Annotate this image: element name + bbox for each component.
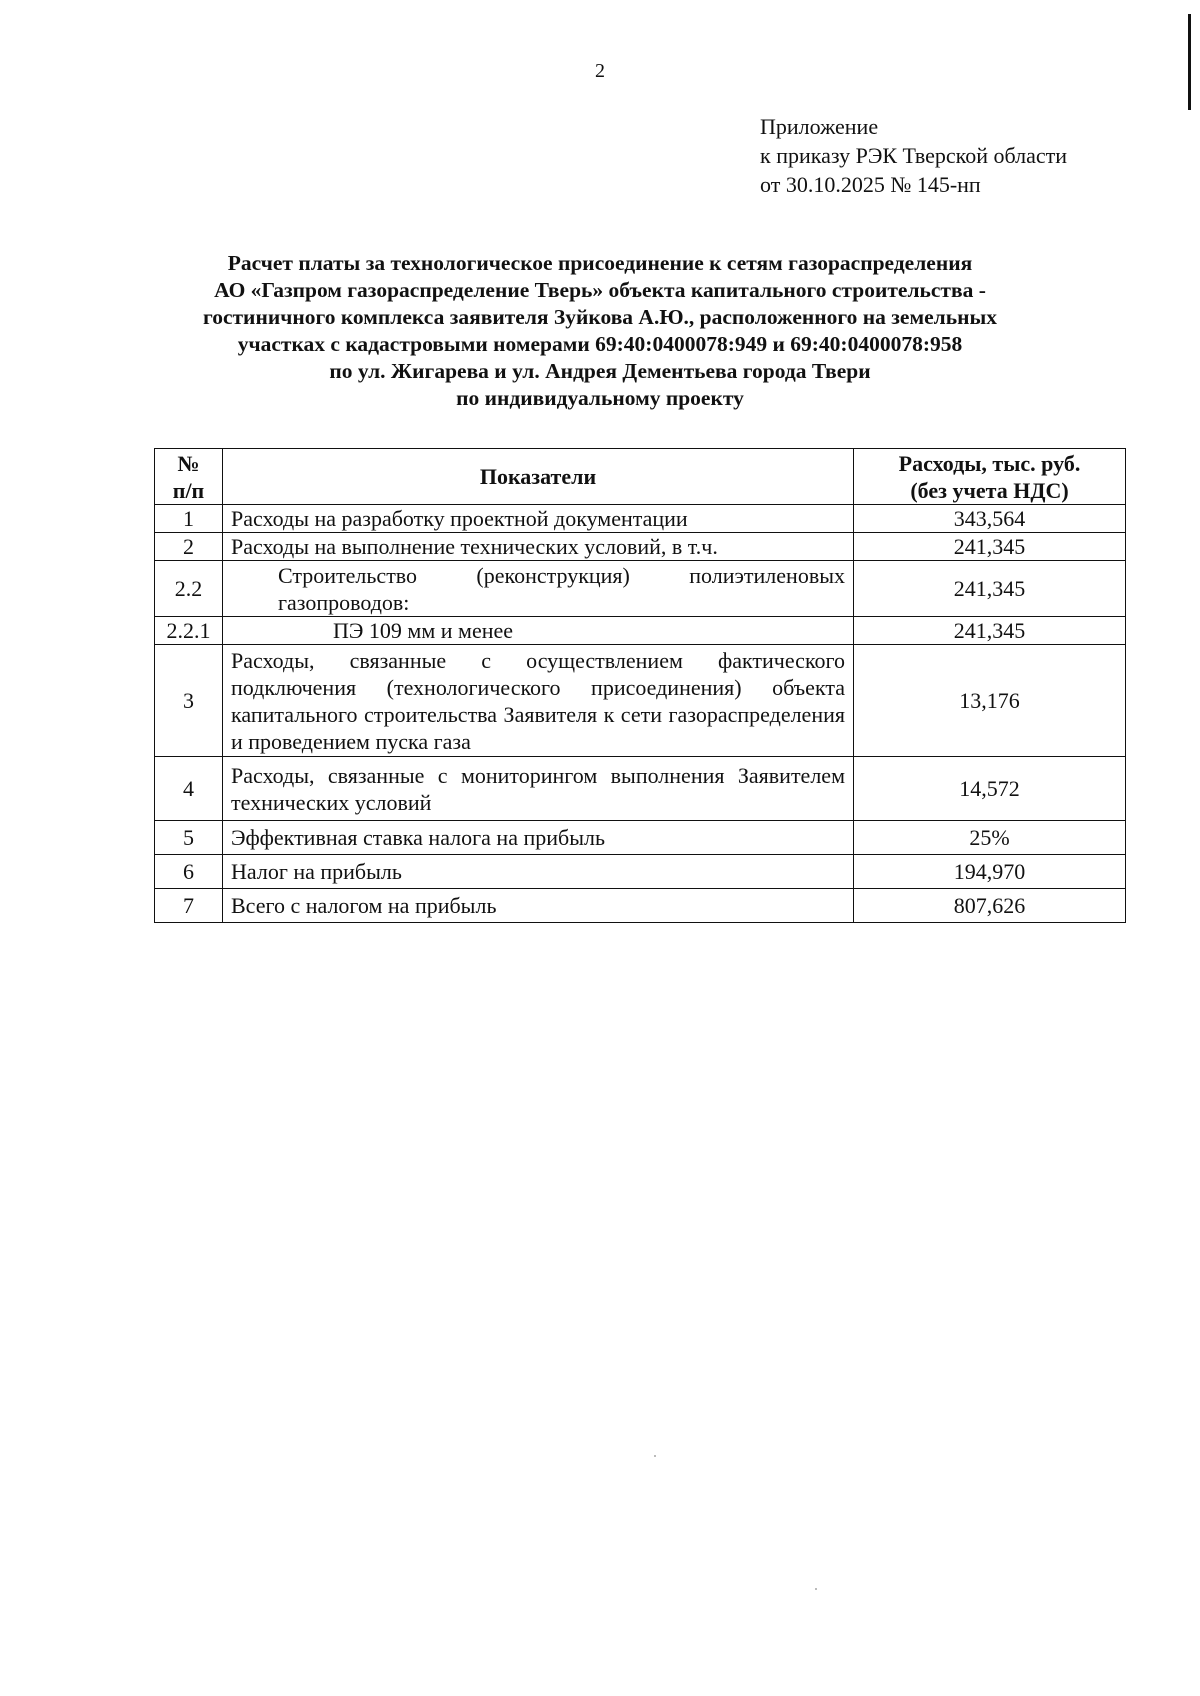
- table-row: [155, 617, 1126, 645]
- row-value: 194,970: [854, 855, 1126, 889]
- header-number: [155, 449, 223, 505]
- scan-speck: [815, 1588, 817, 1590]
- page-number: 2: [595, 60, 605, 82]
- scan-speck: [654, 1455, 656, 1457]
- appendix-line: от 30.10.2025 № 145-нп: [760, 172, 981, 197]
- row-value: 807,626: [854, 889, 1126, 923]
- row-value: 241,345: [854, 561, 1126, 617]
- header-number-line: №: [177, 450, 200, 476]
- header-indicator: Показатели: [223, 449, 854, 505]
- table-row: [155, 855, 1126, 889]
- row-indicator: Расходы на выполнение технических условий, в т.ч.: [223, 533, 854, 561]
- row-indicator: Налог на прибыль: [223, 855, 854, 889]
- row-number: 7: [155, 889, 223, 923]
- row-indicator: Всего с налогом на прибыль: [223, 889, 854, 923]
- row-indicator: Эффективная ставка налога на прибыль: [223, 821, 854, 855]
- appendix-line: Приложение: [760, 114, 879, 139]
- title-line: гостиничного комплекса заявителя Зуйкова А.Ю., расположенного на земельных: [202, 305, 998, 329]
- header-number-line: п/п: [172, 477, 205, 503]
- row-number: 4: [155, 757, 223, 821]
- header-expenses: [854, 449, 1126, 505]
- table-row: [155, 757, 1126, 821]
- calculation-table: [154, 448, 1126, 923]
- header-expenses-line: Расходы, тыс. руб.: [898, 450, 1081, 476]
- table-row: [155, 505, 1126, 533]
- row-indicator: Расходы, связанные с мониторингом выполнения Заявителем технических условий: [223, 757, 854, 821]
- title-line: по индивидуальному проекту: [456, 386, 744, 410]
- row-number: 3: [155, 645, 223, 757]
- title-line: АО «Газпром газораспределение Тверь» объекта капитального строительства -: [214, 278, 986, 302]
- row-number: 5: [155, 821, 223, 855]
- row-number: 6: [155, 855, 223, 889]
- table-row: [155, 533, 1126, 561]
- table-row: [155, 821, 1126, 855]
- row-value: 343,564: [854, 505, 1126, 533]
- row-number: 2.2: [155, 561, 223, 617]
- row-value: 13,176: [854, 645, 1126, 757]
- table-row: [155, 889, 1126, 923]
- row-value: 25%: [854, 821, 1126, 855]
- row-indicator: Строительство (реконструкция) полиэтиленовых газопроводов:: [223, 561, 854, 617]
- row-indicator: Расходы, связанные с осуществлением фактического подключения (технологического присоединения) объекта капитального строительства Заявителя к сети газораспределения и проведением пуска газа: [223, 645, 854, 757]
- row-number: 2.2.1: [155, 617, 223, 645]
- row-value: 241,345: [854, 617, 1126, 645]
- table-row: [155, 645, 1126, 757]
- row-value: 14,572: [854, 757, 1126, 821]
- title-line: Расчет платы за технологическое присоединение к сетям газораспределения: [227, 251, 973, 275]
- table-row: [155, 561, 1126, 617]
- row-indicator: Расходы на разработку проектной документации: [223, 505, 854, 533]
- row-number: 2: [155, 533, 223, 561]
- row-value: 241,345: [854, 533, 1126, 561]
- row-number: 1: [155, 505, 223, 533]
- title-line: участках с кадастровыми номерами 69:40:0400078:949 и 69:40:0400078:958: [237, 332, 963, 356]
- document-title: [100, 250, 1100, 412]
- table-header-row: [155, 449, 1126, 505]
- title-line: по ул. Жигарева и ул. Андрея Дементьева города Твери: [329, 359, 871, 383]
- row-indicator: ПЭ 109 мм и менее: [223, 617, 854, 645]
- header-expenses-line: (без учета НДС): [910, 477, 1069, 503]
- appendix-header: [760, 112, 1160, 199]
- appendix-line: к приказу РЭК Тверской области: [760, 143, 1068, 168]
